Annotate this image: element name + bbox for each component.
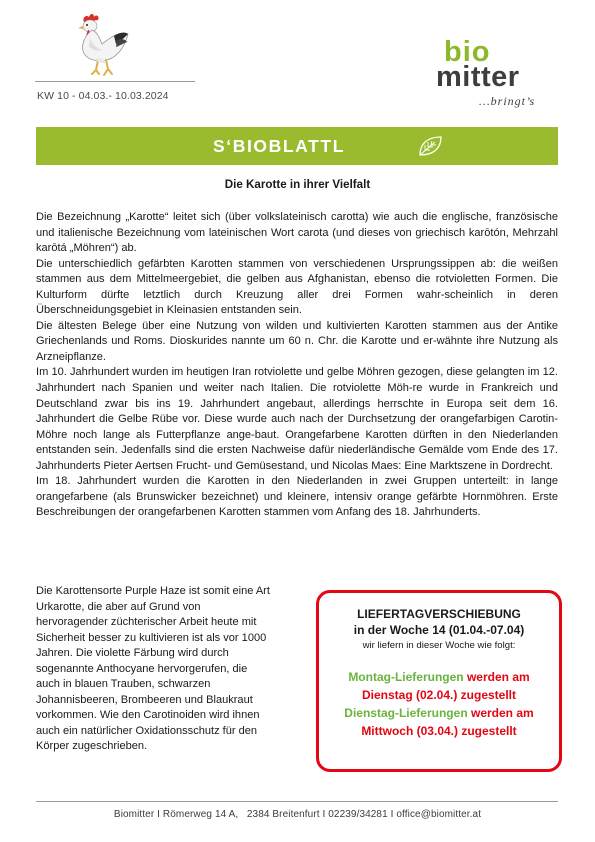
text-line: Die Karottensorte Purple Haze ist somit eine Art	[36, 585, 270, 597]
text-line: Körper zugeschrieben.	[36, 740, 148, 753]
tuesday-label: Dienstag-Lieferungen	[344, 706, 468, 720]
article-narrow-column	[36, 584, 306, 755]
article-paragraph: Die ältesten Belege über eine Nutzung von wilden und kultivierten Karotten stammen aus der Antike Griechenlands und Roms. Dioskurides nannte um 60 n. Chr. die Karotte und er-wähnte ihre Nutzung als Arzneipflanze.	[36, 319, 558, 363]
notice-schedule	[319, 668, 559, 740]
text-line: auch ein natürlicher Oxidationsschutz für den	[36, 724, 258, 737]
biomitter-logo	[436, 37, 566, 117]
monday-label: Montag-Lieferungen	[348, 670, 464, 684]
text-line: Urkarotte, die aber auf Grund von	[36, 600, 201, 613]
article-paragraph: Im 18. Jahrhundert wurden die Karotten in den Niederlanden in zwei Gruppen unterteilt: in lange orangefarbene (als Brunswicker bezeichnet) und kleinere, intensiv orange gefärbte Hornmöhren. Erste Beschreibungen der orangefarbenen Karotten stammen vom Anfang des 18. Jahrhunderts.	[36, 475, 558, 519]
notice-week: in der Woche 14 (01.04.-07.04)	[353, 623, 525, 637]
text-line: Johannisbeeren, Brombeeren und Blaukraut	[36, 693, 253, 706]
notice-text: werden am	[463, 670, 530, 684]
text-line: sogenannte Anthocyane hervorgerufen, die	[36, 662, 248, 675]
notice-subtitle: wir liefern in dieser Woche wie folgt:	[362, 640, 516, 651]
logo-tagline: …bringt’s	[479, 94, 536, 108]
leaf-icon	[417, 134, 444, 158]
text-line: hervoragender züchterischer Arbeit heute mit	[36, 616, 257, 629]
rooster-image	[62, 8, 132, 82]
title-banner	[36, 127, 558, 165]
text-line: vorkommen. Wie den Carotinoiden wird ihnen	[36, 709, 260, 722]
notice-line	[319, 704, 559, 722]
article-paragraph: Die unterschiedlich gefärbten Karotten stammen von verschiedenen Ursprungssippen ab: die weißen stammen aus dem Mittelmeergebiet, die gelben aus Afghanistan, ebenso die rotvioletten Formen. Die Kulturform dürfte letztlich durch Kreuzung aller drei Formen wahr-scheinlich in deren Überschneidungsgebiet in Kleinasien entstanden sein.	[36, 257, 558, 317]
notice-line	[319, 668, 559, 686]
notice-line: Mittwoch (03.04.) zugestellt	[361, 724, 517, 738]
banner-title-wrap	[36, 136, 558, 157]
article-paragraph: Die Bezeichnung „Karotte“ leitet sich (über volkslateinisch carotta) wie auch die englische, französische und italienische Bezeichnung vom lateinischen Wort carota (und dieses von griechisch karōtón, Mehrzahl karōtá „Möhren“) ab.	[36, 211, 558, 255]
text-line: auch in blauen Trauben, schwarzen	[36, 678, 211, 691]
article-paragraph: Im 10. Jahrhundert wurden im heutigen Iran rotviolette und gelbe Möhren gezogen, diese gelangten im 12. Jahrhundert nach Spanien und weiter nach Italien. Die rotviolette Möh-re wurde in Frankreich und Deutschland zwar bis ins 19. Jahrhundert angebaut, allerdings herrschte in Europa seit dem 16. Jahrhundert die Gelbe Rübe vor. Diese wurde auch nach der Durchsetzung der orangefarbigen Carotin-Möhre noch lange als Futterpflanze ange-baut. Orangefarbene Karotten dürften in den Niederlanden entstanden sein. Jedenfalls sind die ersten Nachweise dafür niederländische Gemälde vom Ende des 17. Jahrhunderts Pieter Aertsen Frucht- und Gemüsestand, und Nicolas Maes: Eine Marktszene in Dordrecht.	[36, 366, 558, 472]
article-body	[36, 210, 558, 521]
week-range: KW 10 - 04.03.- 10.03.2024	[37, 90, 169, 102]
notice-line: Dienstag (02.04.) zugestellt	[361, 688, 517, 702]
logo-mitter-text: mitter	[436, 61, 520, 93]
notice-text: werden am	[467, 706, 534, 720]
delivery-notice-box	[316, 590, 562, 772]
notice-title: LIEFERTAGVERSCHIEBUNG	[357, 607, 521, 621]
footer-contact: Biomitter I Römerweg 14 A, 2384 Breitenfurt I 02239/34281 I office@biomitter.at	[113, 809, 482, 820]
article-title: Die Karotte in ihrer Vielfalt	[224, 178, 371, 191]
text-line: Sicherheit besser zu kultivieren ist als vor 1000	[36, 631, 267, 644]
logo-bio-text: bio	[444, 36, 491, 68]
header-divider	[35, 81, 195, 82]
footer-divider	[36, 801, 558, 802]
text-line: Jahren. Die violette Färbung wird durch	[36, 647, 229, 660]
banner-title: S‘BIOBLATTL	[213, 136, 345, 156]
